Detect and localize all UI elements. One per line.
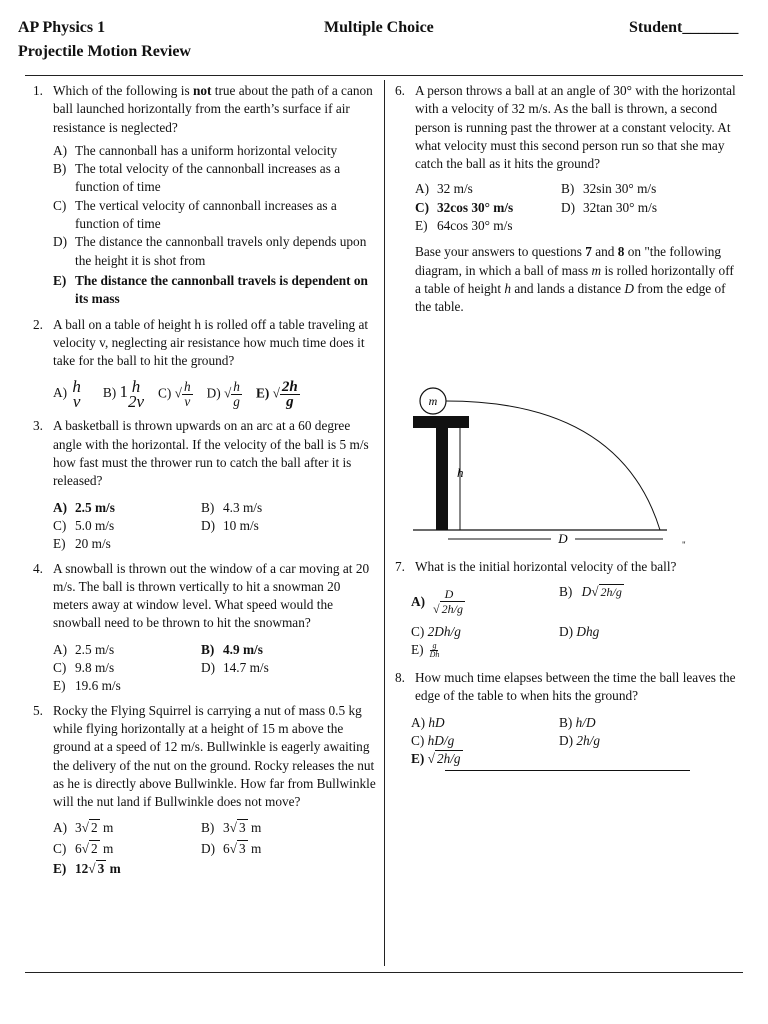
option-b: B) D√ 2h/g <box>559 584 622 600</box>
question-number: 3. <box>33 418 43 434</box>
question-2 <box>33 316 378 412</box>
option-c: C) The vertical velocity of cannonball increases as a function of time <box>53 197 337 232</box>
option-b: B) The total velocity of the cannonball increases as a function of time <box>53 161 341 195</box>
option-e: E) $\frac{g}{Dh}$ <box>411 640 440 659</box>
option-e: E) 19.6 m/s <box>53 678 121 694</box>
top-rule <box>25 75 743 76</box>
question-text: What is the initial horizontal velocity of the ball? <box>415 559 677 574</box>
question-number: 5. <box>33 702 43 718</box>
question-text: A ball on a table of height h is rolled off a table traveling at velocity v, neglecting air resistance how much time does it take for the ball to hit the ground? <box>53 316 369 369</box>
question-number: 2. <box>33 316 43 332</box>
question-text: Which of the following is not true about the path of a canon ball launched horizontally from the earth’s surface if air resistance is neglected? <box>53 83 373 135</box>
option-d: D) Dhg <box>559 624 600 640</box>
question-6 <box>395 82 743 235</box>
projectile-diagram <box>405 362 705 552</box>
option-d: D) 6√ 3 m <box>201 840 262 856</box>
distance-label: D <box>558 531 568 546</box>
question-text: A person throws a ball at an angle of 30° with the horizontal with a velocity of 32 m/s. As the ball is thrown, a second person is running past the thrower at a constant velocity. At what velocity must this second person run so that she may catch the ball as it hits the ground? <box>415 83 736 172</box>
option-a: A) 32 m/s <box>415 181 473 197</box>
question-number: 4. <box>33 560 43 576</box>
option-d: D) 14.7 m/s <box>201 660 269 676</box>
question-3 <box>33 417 378 553</box>
option-e: E) √ 2h/g <box>411 751 461 767</box>
option-a: A) h v <box>53 377 81 412</box>
option-d: D) √ $\frac{h}{g}$ <box>206 378 240 409</box>
question-text: A basketball is thrown upwards on an arc at a 60 degree angle with the horizontal. If the velocity of the ball is 5 m/s how fast must the thrower run to catch the ball after it is released? <box>53 418 369 489</box>
question-text: A snowball is thrown out the window of a car moving at 20 m/s. The ball is thrown vertically to hit a snowman 20 meters away at window level. What speed would the snowball need to be thrown to hit the snowman? <box>53 560 370 631</box>
question-text: How much time elapses between the time the ball leaves the edge of the table to when hits the ground? <box>415 670 736 704</box>
corner-mark: " <box>682 540 686 550</box>
option-e: E) 12√ 3 m <box>53 860 121 876</box>
table-leg <box>436 416 448 530</box>
option-c: C) hD/g <box>411 732 455 748</box>
option-a: A) The cannonball has a uniform horizontal velocity <box>53 142 338 158</box>
option-c: C) 5.0 m/s <box>53 517 115 533</box>
topic-title: Projectile Motion Review <box>18 43 191 60</box>
option-a: A) $\frac{D}{√ 2h/g}$ <box>411 587 463 617</box>
option-b: B) 32sin 30° m/s <box>561 181 657 197</box>
option-b: B) 4.9 m/s <box>201 641 263 657</box>
option-a: A) 2.5 m/s <box>53 641 115 657</box>
trajectory-path <box>446 401 660 530</box>
option-c: C) 9.8 m/s <box>53 660 115 676</box>
option-e: E) 64cos 30° m/s <box>415 218 513 234</box>
option-b: B) 3√ 3 m <box>201 820 262 836</box>
option-c: C) 6√ 2 m <box>53 840 114 856</box>
right-column <box>395 82 743 317</box>
question-1 <box>33 82 378 309</box>
height-label: h <box>457 465 464 480</box>
option-c: C) √ $\frac{h}{v}$ <box>158 378 191 409</box>
option-a: A) 2.5 m/s <box>53 499 115 515</box>
column-divider <box>384 80 385 966</box>
option-d: D) 32tan 30° m/s <box>561 199 658 215</box>
student-name-field: Student_______ <box>629 19 739 36</box>
option-a: A) hD <box>411 714 445 730</box>
option-d: D) 10 m/s <box>201 517 259 533</box>
option-d: D) 2h/g <box>559 732 600 748</box>
formula-options <box>411 583 743 671</box>
option-b: B) 4.3 m/s <box>201 499 263 515</box>
option-e: E) √ $\frac{2h}{g}$ <box>255 378 298 410</box>
option-c: C) 32cos 30° m/s <box>415 199 514 215</box>
option-c: C) 2Dh/g <box>411 624 461 640</box>
option-b: B) h/D <box>559 714 596 730</box>
bottom-rule <box>25 972 743 973</box>
option-a: A) 3√ 2 m <box>53 820 114 836</box>
ball-mass-label: m <box>428 394 438 408</box>
formula-options <box>53 377 378 411</box>
question-number: 8. <box>395 670 405 685</box>
option-e: E) The distance the cannonball travels is dependent on its mass <box>53 272 368 307</box>
question-4 <box>33 560 378 696</box>
question-5 <box>33 702 378 879</box>
question-number: 7. <box>395 559 405 574</box>
answer-line <box>445 770 690 771</box>
option-d: D) The distance the cannonball travels only depends upon the height it is shot from <box>53 234 367 268</box>
diagram-instructions: Base your answers to questions 7 and 8 on "the following diagram, in which a ball of mass m is rolled horizontally off a table of height h and lands a distance D from the edge of the table. <box>415 244 734 315</box>
course-title: AP Physics 1 <box>18 19 106 36</box>
left-column <box>33 82 378 878</box>
question-7 <box>395 558 743 671</box>
format-label: Multiple Choice <box>324 19 434 36</box>
option-e: E) 20 m/s <box>53 536 111 552</box>
question-number: 6. <box>395 83 405 98</box>
question-8 <box>395 669 743 771</box>
question-number: 1. <box>33 83 43 98</box>
option-b: B) 1 h 2v <box>102 377 145 412</box>
question-text: Rocky the Flying Squirrel is carrying a nut of mass 0.5 kg while flying horizontally at a height of 15 m above the ground at a speed of 12 m/s. Bullwinkle is eagerly awaiting the delivery of the nut on the ground. Rocky releases the nut as he is directly above Bullwinkle. How far from Bullwinkle will the nut land if Bullwinkle does not move? <box>53 702 376 810</box>
